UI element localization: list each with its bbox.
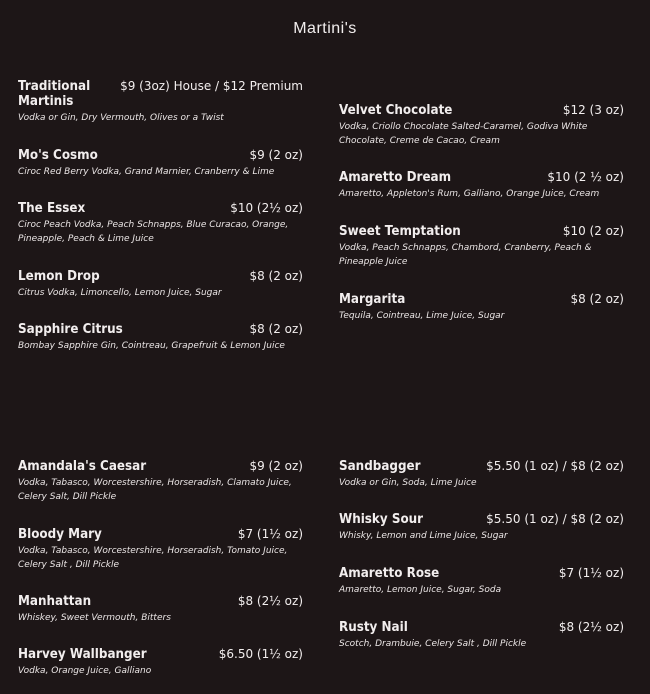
item-name: Velvet Chocolate [339,103,453,118]
item-name: Amaretto Rose [339,566,440,581]
item-price: $8 (2 oz) [249,269,303,283]
item-description: Bombay Sapphire Gin, Cointreau, Grapefruit & Lemon Juice [18,341,285,351]
item-name: Sweet Temptation [339,224,461,239]
item-price: $7 (1½ oz) [237,527,303,541]
item-description: Ciroc Peach Vodka, Peach Schnapps, Blue Curacao, Orange, Pineapple, Peach & Lime Juice [18,220,289,244]
item-description: Citrus Vodka, Limoncello, Lemon Juice, Sugar [18,288,222,298]
item-name: Rusty Nail [339,620,408,635]
item-price: $6.50 (1½ oz) [218,647,303,661]
item-price: $7 (1½ oz) [558,566,624,580]
item-description: Amaretto, Lemon Juice, Sugar, Soda [339,585,502,595]
item-price: $10 (2 ½ oz) [547,170,624,184]
item-description: Vodka or Gin, Soda, Lime Juice [339,478,477,488]
item-name: Bloody Mary [18,527,102,542]
item-price: $8 (2 oz) [570,292,624,306]
menu-item [18,527,303,572]
item-price: $8 (2½ oz) [237,594,303,608]
item-name: Amaretto Dream [339,170,452,185]
item-price: $9 (3oz) House / $12 Premium [120,79,303,93]
menu-item [339,170,624,201]
menu-item [339,224,624,269]
item-description: Ciroc Red Berry Vodka, Grand Marnier, Cranberry & Lime [18,167,275,177]
item-price: $10 (2½ oz) [230,201,303,215]
item-description: Tequila, Cointreau, Lime Juice, Sugar [339,311,505,321]
menu-item [339,566,624,597]
item-price: $5.50 (1 oz) / $8 (2 oz) [486,459,624,473]
item-description: Vodka, Tabasco, Worcestershire, Horseradish, Tomato Juice, Celery Salt , Dill Pickle [18,546,288,570]
menu-item [339,620,624,651]
item-name: Traditional Martinis [18,79,91,109]
item-description: Whiskey, Sweet Vermouth, Bitters [18,613,171,623]
item-name: Lemon Drop [18,269,100,284]
item-price: $8 (2 oz) [249,322,303,336]
item-description: Vodka, Tabasco, Worcestershire, Horseradish, Clamato Juice, Celery Salt, Dill Pickle [18,478,292,502]
item-name: The Essex [18,201,86,216]
menu-item [339,103,624,148]
item-name: Whisky Sour [339,512,424,527]
menu-item [18,594,303,625]
item-name: Sapphire Citrus [18,322,123,337]
item-description: Vodka, Criollo Chocolate Salted-Caramel, Godiva White Chocolate, Creme de Cacao, Cream [339,122,588,146]
menu-item [339,459,624,490]
menu-item [18,201,303,246]
menu-item [339,512,624,543]
item-price: $9 (2 oz) [249,459,303,473]
item-name: Manhattan [18,594,92,609]
menu-item [18,459,303,504]
menu-title: Martini's [293,20,357,37]
menu-item [339,292,624,323]
item-description: Vodka, Peach Schnapps, Chambord, Cranberry, Peach & Pineapple Juice [339,243,592,267]
menu-item [18,269,303,300]
item-description: Amaretto, Appleton's Rum, Galliano, Orange Juice, Cream [339,189,600,199]
item-price: $12 (3 oz) [562,103,624,117]
item-description: Vodka, Orange Juice, Galliano [18,666,152,676]
item-price: $8 (2½ oz) [558,620,624,634]
item-name: Harvey Wallbanger [18,647,147,662]
item-price: $5.50 (1 oz) / $8 (2 oz) [486,512,624,526]
item-name: Amandala's Caesar [18,459,147,474]
item-name: Sandbagger [339,459,421,474]
item-price: $9 (2 oz) [249,148,303,162]
menu-item [18,79,303,125]
item-description: Scotch, Drambuie, Celery Salt , Dill Pickle [339,639,527,649]
item-description: Vodka or Gin, Dry Vermouth, Olives or a Twist [18,113,224,123]
item-name: Margarita [339,292,406,307]
item-price: $10 (2 oz) [562,224,624,238]
menu-item [18,148,303,179]
menu-item [18,647,303,678]
menu-item [18,322,303,353]
item-name: Mo's Cosmo [18,148,98,163]
item-description: Whisky, Lemon and Lime Juice, Sugar [339,531,508,541]
